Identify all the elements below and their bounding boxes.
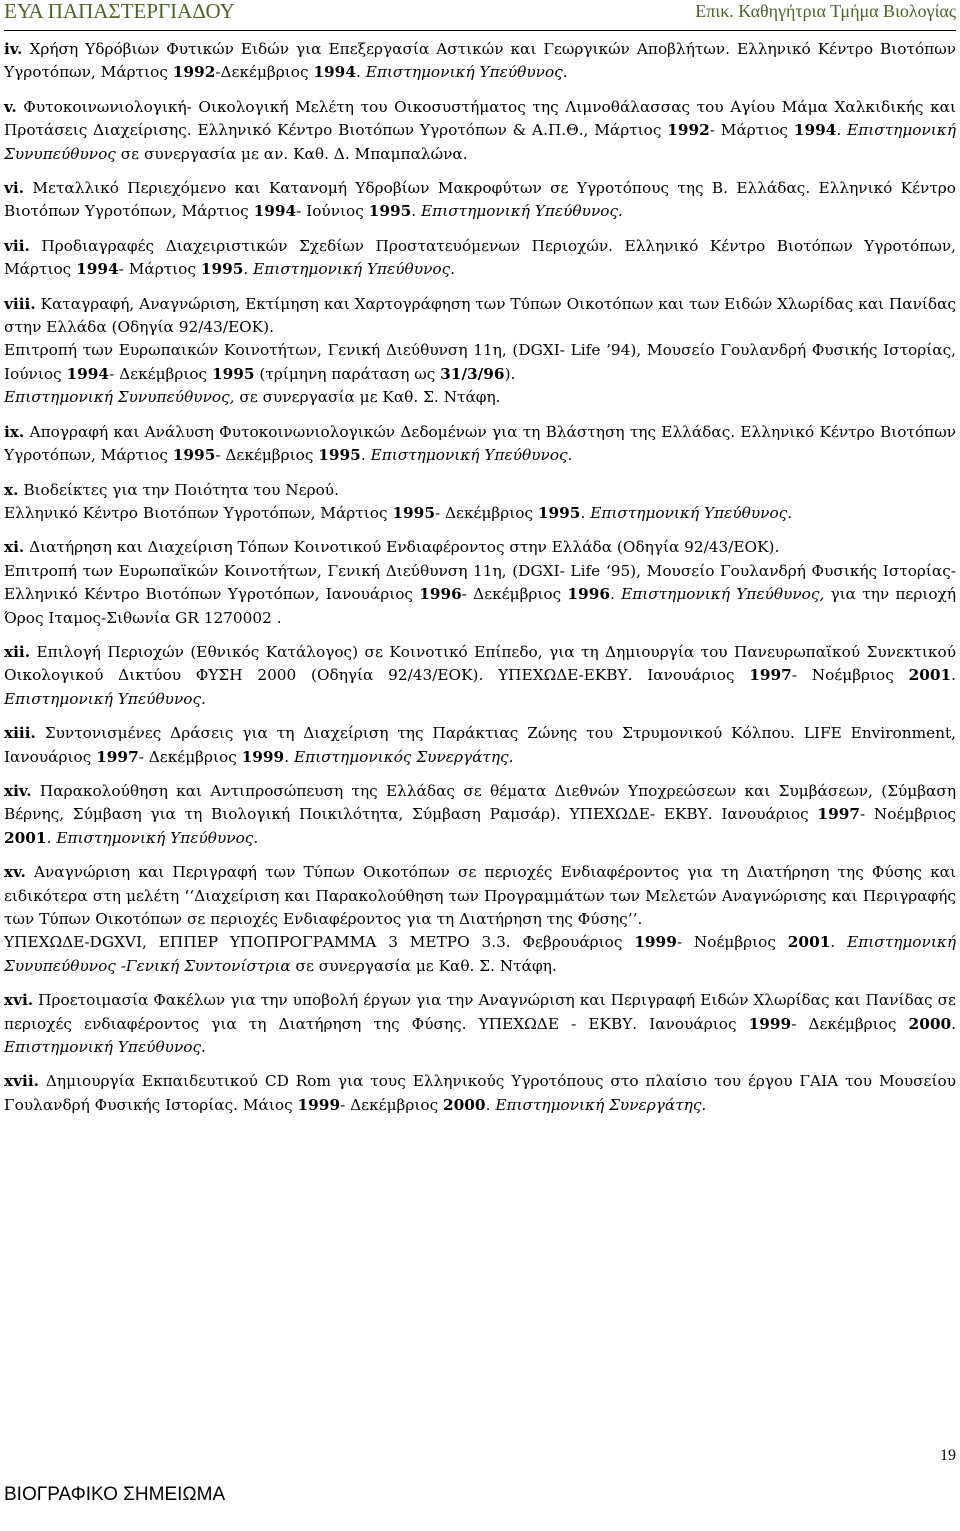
entry-text: ix. Απογραφή και Ανάλυση Φυτοκοινωνιολογικών Δεδομένων για τη Βλάστηση της Ελλάδας. Ελληνικό Κέντρο Βιοτόπων Υγροτόπων, Μάρτιος 1995- Δεκέμβριος 1995. Επιστημονική Υπεύθυνος.: [4, 422, 956, 465]
entry-number: xv.: [4, 863, 26, 882]
entry-number: vi.: [4, 179, 25, 198]
entry-text: xii. Επιλογή Περιοχών (Εθνικός Κατάλογος) σε Κοινοτικό Επίπεδο, για τη Δημιουργία του Πανευρωπαϊκού Συνεκτικού Οικολογικού Δικτύου ΦΥΣΗ 2000 (Οδηγία 92/43/ΕΟΚ). ΥΠΕΧΩΔΕ-ΕΚΒΥ. Ιανουάριος 1997- Νοέμβριος 2001. Επιστημονική Υπεύθυνος.: [4, 642, 957, 708]
list-item: [4, 722, 956, 769]
entry-text: xiii. Συντονισμένες Δράσεις για τη Διαχείριση της Παράκτιας Ζώνης του Στρυμονικού Κόλπου. LIFE Environment, Ιανουάριος 1997- Δεκέμβριος 1999. Επιστημονικός Συνεργάτης.: [4, 724, 956, 766]
author-name: ΕΥΑ ΠΑΠΑΣΤΕΡΓΙΑΔΟΥ: [4, 0, 235, 23]
page-number: 19: [940, 1447, 956, 1464]
entry-role: Επιστημονικός Συνεργάτης.: [293, 747, 514, 766]
entry-role: Επιστημονική Υπεύθυνος.: [4, 1038, 206, 1057]
entry-role: Επιστημονική Υπεύθυνος.: [4, 689, 206, 708]
page-header: [4, 0, 956, 31]
entry-role: Επιστημονική Υπεύθυνος,: [621, 585, 825, 604]
entry-number: xiii.: [4, 724, 36, 743]
entry-number: v.: [4, 97, 17, 116]
list-item: [4, 177, 956, 224]
list-item: [4, 293, 956, 410]
entry-number: xiv.: [4, 781, 32, 800]
list-item: [4, 989, 956, 1059]
entry-text: v. Φυτοκοινωνιολογική- Οικολογική Μελέτη του Οικοσυστήματος της Λιμνοθάλασσας του Αγίου Μάμα Χαλκιδικής και Προτάσεις Διαχείρισης. Ελληνικό Κέντρο Βιοτόπων Υγροτόπων & Α.Π.Θ., Μάρτιος 1992- Μάρτιος 1994. Επιστημονική Συνυπεύθυνος σε συνεργασία με αν. Καθ. Δ. Μπαμπαλώνα.: [4, 97, 956, 163]
entry-text: xiv. Παρακολούθηση και Αντιπροσώπευση της Ελλάδας σε θέματα Διεθνών Υποχρεώσεων και Συμβάσεων, (Σύμβαση Βέρνης, Σύμβαση για τη Βιολογική Ποικιλότητα, Σύμβαση Ραμσάρ). ΥΠΕΧΩΔΕ- ΕΚΒΥ. Ιανουάριος 1997- Νοέμβριος 2001. Επιστημονική Υπεύθυνος.: [4, 781, 956, 847]
entry-role: Επιστημονική Υπεύθυνος.: [370, 446, 573, 465]
entry-number: viii.: [4, 294, 36, 313]
entry-role: Επιστημονική Συνυπεύθυνος,: [4, 388, 235, 407]
footer-title: ΒΙΟΓΡΑΦΙΚΟ ΣΗΜΕΙΩΜΑ: [4, 1484, 226, 1505]
entry-text: xvii. Δημιουργία Εκπαιδευτικού CD Rom για τους Ελληνικούς Υγροτόπους στο πλαίσιο του έργου ΓΑΙΑ του Μουσείου Γουλανδρή Φυσικής Ιστορίας. Μάιος 1999- Δεκέμβριος 2000. Επιστημονική Συνεργάτης.: [4, 1072, 956, 1114]
project-list: [4, 38, 956, 1128]
entry-text: iv. Χρήση Υδρόβιων Φυτικών Ειδών για Επεξεργασία Αστικών και Γεωργικών Αποβλήτων. Ελληνικό Κέντρο Βιοτόπων Υγροτόπων, Μάρτιος 1992-Δεκέμβριος 1994. Επιστημονική Υπεύθυνος.: [4, 40, 956, 82]
entry-role: Επιστημονική Συνυπεύθυνος: [4, 121, 956, 163]
entry-number: xvii.: [4, 1072, 39, 1091]
entry-role-line: Επιστημονική Συνυπεύθυνος, σε συνεργασία με Καθ. Σ. Ντάφη.: [4, 388, 501, 407]
list-item: [4, 780, 956, 850]
entry-role: Επιστημονική Υπεύθυνος.: [590, 503, 793, 522]
entry-number: xii.: [4, 642, 31, 661]
entry-text: vi. Μεταλλικό Περιεχόμενο και Κατανομή Υδροβίων Μακροφύτων σε Υγροτόπους της Β. Ελλάδας. Ελληνικό Κέντρο Βιοτόπων Υγροτόπων, Μάρτιος 1994- Ιούνιος 1995. Επιστημονική Υπεύθυνος.: [4, 179, 956, 221]
list-item: [4, 1070, 956, 1117]
entry-role: Επιστημονική Υπεύθυνος.: [253, 260, 456, 279]
list-item: [4, 96, 956, 166]
entry-number: vii.: [4, 236, 30, 255]
entry-text: viii. Καταγραφή, Αναγνώριση, Εκτίμηση και Χαρτογράφηση των Τύπων Οικοτόπων και των Ειδών Χλωρίδας και Πανίδας στην Ελλάδα (Οδηγία 92/43/ΕΟΚ).: [4, 294, 956, 337]
list-item: [4, 479, 956, 526]
entry-text: x. Βιοδείκτες για την Ποιότητα του Νερού.: [4, 480, 339, 499]
entry-role: Επιστημονική Υπεύθυνος.: [56, 828, 259, 847]
entry-funding: Επιτροπή των Ευρωπαικών Κοινοτήτων, Γενική Διεύθυνση 11η, (DGXI- Life ’94), Μουσείο Γουλανδρή Φυσικής Ιστορίας, Ιούνιος 1994- Δεκέμβριος 1995 (τρίμηνη παράταση ως 31/3/96).: [4, 341, 956, 383]
entry-funding: Επιτροπή των Ευρωπαϊκών Κοινοτήτων, Γενική Διεύθυνση 11η, (DGXI- Life ‘95), Μουσείο Γουλανδρή Φυσικής Ιστορίας- Ελληνικό Κέντρο Βιοτόπων Υγροτόπων, Ιανουάριος 1996- Δεκέμβριος 1996. Επιστημονική Υπεύθυνος, για την περιοχή Όρος Ιταμος-Σιθωνία GR 1270002 .: [4, 561, 956, 627]
entry-role: Επιστημονική Υπεύθυνος.: [365, 63, 568, 82]
list-item: [4, 536, 956, 630]
entry-text: xvi. Προετοιμασία Φακέλων για την υποβολή έργων για την Αναγνώριση και Περιγραφή Ειδών Χλωρίδας και Πανίδας σε περιοχές ενδιαφέροντος για τη Διατήρηση της Φύσης. ΥΠΕΧΩΔΕ - ΕΚΒΥ. Ιανουάριος 1999- Δεκέμβριος 2000. Επιστημονική Υπεύθυνος.: [4, 991, 956, 1057]
entry-number: xi.: [4, 538, 25, 557]
entry-role: Επιστημονική Υπεύθυνος.: [420, 202, 623, 221]
list-item: [4, 38, 956, 85]
entry-role: Επιστημονική Συνυπεύθυνος -Γενική Συντονίστρια: [4, 933, 957, 975]
list-item: [4, 861, 956, 978]
entry-role: Επιστημονική Συνεργάτης.: [495, 1095, 707, 1114]
author-position: Επικ. Καθηγήτρια Τμήμα Βιολογίας: [695, 1, 956, 21]
entry-text: xi. Διατήρηση και Διαχείριση Τόπων Κοινοτικού Ενδιαφέροντος στην Ελλάδα (Οδηγία 92/43/ΕΟΚ).: [4, 538, 780, 557]
list-item: [4, 421, 956, 468]
entry-text: xv. Αναγνώριση και Περιγραφή των Τύπων Οικοτόπων σε περιοχές Ενδιαφέροντος για τη Διατήρηση της Φύσης και ειδικότερα στη μελέτη ‘‘Διαχείριση και Παρακολούθηση των Προγραμμάτων των Μελετών Αναγνώρισης και Περιγραφής των Τύπων Οικοτόπων σε περιοχές Ενδιαφέροντος για τη Διατήρηση της Φύσης’’.: [4, 863, 956, 928]
entry-number: xvi.: [4, 991, 34, 1010]
entry-number: ix.: [4, 422, 25, 441]
list-item: [4, 235, 956, 282]
entry-number: x.: [4, 480, 19, 499]
entry-funding: ΥΠΕΧΩΔΕ-DGXVI, ΕΠΠΕΡ ΥΠΟΠΡΟΓΡΑΜΜΑ 3 ΜΕΤΡΟ 3.3. Φεβρουάριος 1999- Νοέμβριος 2001. Επιστημονική Συνυπεύθυνος -Γενική Συντονίστρια σε συνεργασία με Καθ. Σ. Ντάφη.: [4, 933, 957, 975]
entry-text: vii. Προδιαγραφές Διαχειριστικών Σχεδίων Προστατευόμενων Περιοχών. Ελληνικό Κέντρο Βιοτόπων Υγροτόπων, Μάρτιος 1994- Μάρτιος 1995. Επιστημονική Υπεύθυνος.: [4, 236, 956, 279]
entry-funding: Ελληνικό Κέντρο Βιοτόπων Υγροτόπων, Μάρτιος 1995- Δεκέμβριος 1995. Επιστημονική Υπεύθυνος.: [4, 503, 793, 522]
entry-number: iv.: [4, 40, 23, 58]
list-item: [4, 641, 956, 711]
